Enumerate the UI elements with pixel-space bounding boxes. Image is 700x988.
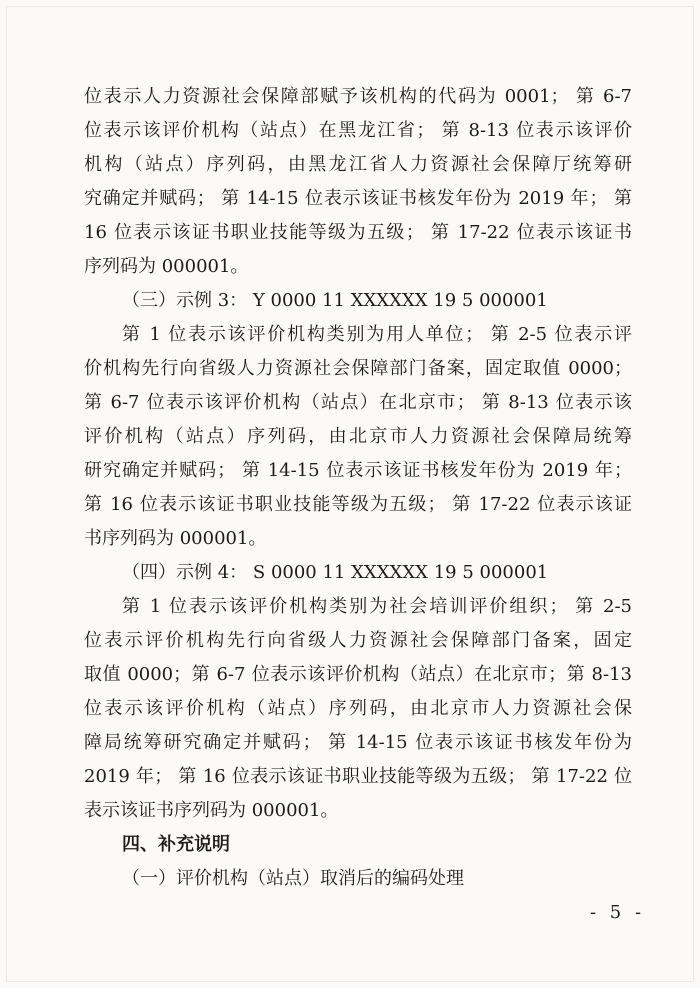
body-line: 取值 0000；第 6-7 位表示该评价机构（站点）在北京市；第 8-13 <box>84 664 632 685</box>
body-line: 位表示人力资源社会保障部赋予该机构的代码为 0001； 第 6-7 <box>84 86 632 107</box>
page-number: - 5 - <box>590 902 646 923</box>
body-line: 2019 年； 第 16 位表示该证书职业技能等级为五级； 第 17-22 位 <box>84 766 632 787</box>
body-line: 价机构先行向省级人力资源社会保障部门备案，固定取值 0000； <box>84 358 632 379</box>
body-line: 第 1 位表示该评价机构类别为社会培训评价组织； 第 2-5 <box>122 596 632 617</box>
example-4-heading: （四）示例 4： S 0000 11 XXXXXX 19 5 000001 <box>122 562 549 583</box>
body-line: 书序列码为 000001。 <box>84 528 267 549</box>
body-line: 位表示该评价机构（站点）在黑龙江省； 第 8-13 位表示该评价 <box>84 120 632 141</box>
body-line: 序列码为 000001。 <box>84 256 249 277</box>
body-line: 位表示该评价机构（站点）序列码，由北京市人力资源社会保 <box>84 698 632 719</box>
body-line: 表示该证书序列码为 000001。 <box>84 800 339 821</box>
example-3-heading: （三）示例 3： Y 0000 11 XXXXXX 19 5 000001 <box>122 290 548 311</box>
body-line: 16 位表示该证书职业技能等级为五级； 第 17-22 位表示该证书 <box>84 222 632 243</box>
subsection-heading: （一）评价机构（站点）取消后的编码处理 <box>122 868 464 889</box>
body-line: 评价机构（站点）序列码，由北京市人力资源社会保障局统筹 <box>84 426 632 447</box>
body-line: 位表示评价机构先行向省级人力资源社会保障部门备案，固定 <box>84 630 632 651</box>
body-line: 机构（站点）序列码，由黑龙江省人力资源社会保障厅统筹研 <box>84 154 632 175</box>
body-line: 障局统筹研究确定并赋码； 第 14-15 位表示该证书核发年份为 <box>84 732 632 753</box>
body-line: 第 16 位表示该证书职业技能等级为五级； 第 17-22 位表示该证 <box>84 494 632 515</box>
section-heading: 四、补充说明 <box>122 834 230 855</box>
body-line: 研究确定并赋码； 第 14-15 位表示该证书核发年份为 2019 年； <box>84 460 632 481</box>
body-line: 第 1 位表示该评价机构类别为用人单位； 第 2-5 位表示评 <box>122 324 632 345</box>
body-line: 究确定并赋码； 第 14-15 位表示该证书核发年份为 2019 年； 第 <box>84 188 632 209</box>
document-body <box>84 80 632 896</box>
body-line: 第 6-7 位表示该评价机构（站点）在北京市； 第 8-13 位表示该 <box>84 392 632 413</box>
